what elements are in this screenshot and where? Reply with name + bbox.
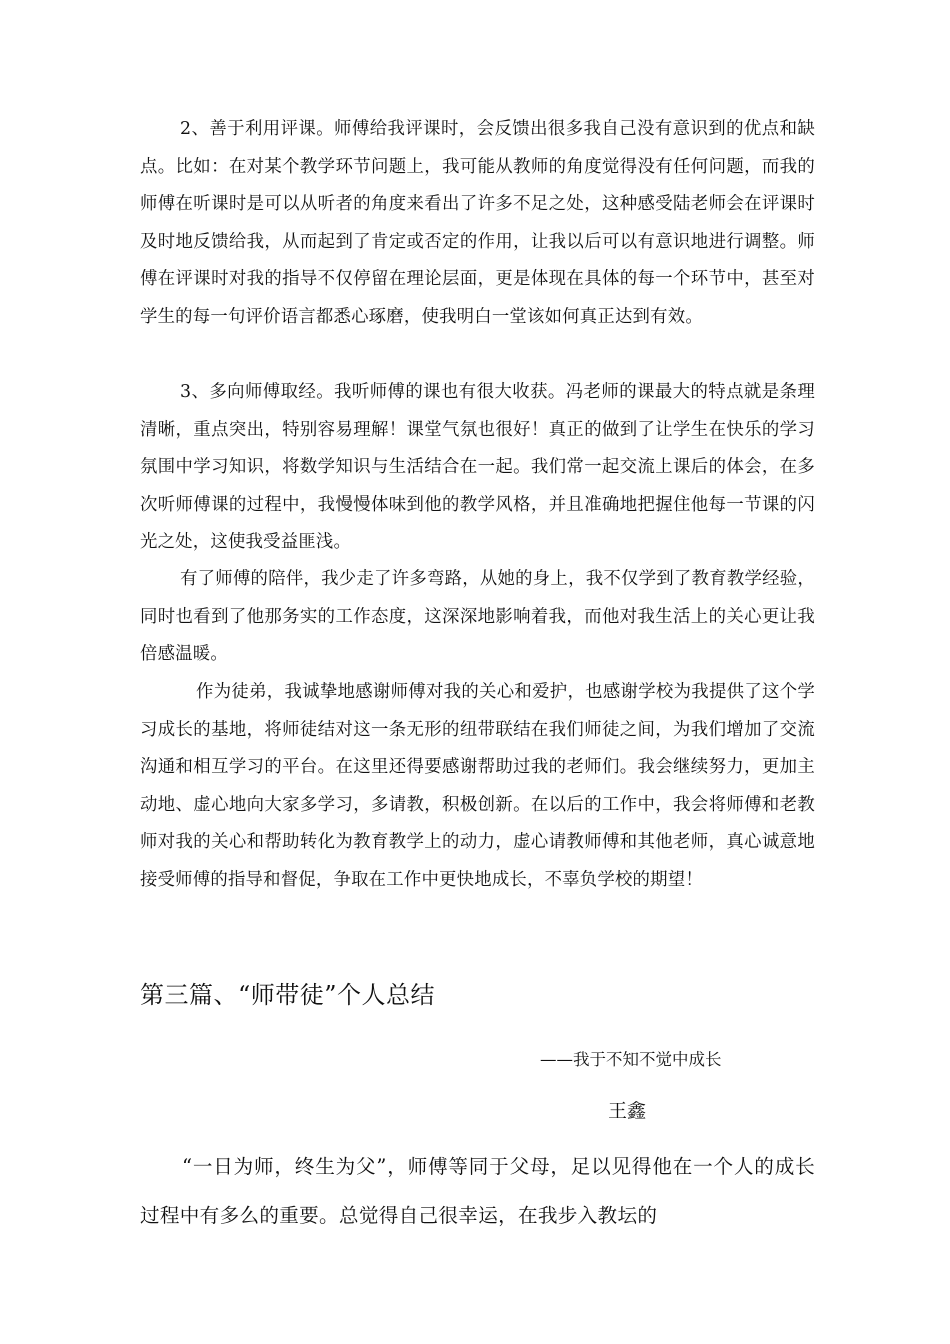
paragraph-evaluate-lessons: 2、善于利用评课。师傅给我评课时，会反馈出很多我自己没有意识到的优点和缺点。比如：在对某个教学环节问题上，我可能从教师的角度觉得没有任何问题，而我的师傅在听课时是可以从听者的角度来看出了许多不足之处，这种感受陆老师会在评课时及时地反馈给我，从而起到了肯定或否定的作用，让我以后可以有意识地进行调整。师傅在评课时对我的指导不仅停留在理论层面，更是体现在具体的每一个环节中，甚至对学生的每一句评价语言都悉心琢磨，使我明白一堂该如何真正达到有效。 bbox=[140, 119, 815, 327]
paragraph-learn-from-master: 3、多向师傅取经。我听师傅的课也有很大收获。冯老师的课最大的特点就是条理清晰，重点突出，特别容易理解！课堂气氛也很好！真正的做到了让学生在快乐的学习氛围中学习知识，将数学知识与生活结合在一起。我们常一起交流上课后的体会，在多次听师傅课的过程中，我慢慢体味到他的教学风格，并且准确地把握住他每一节课的闪光之处，这使我受益匪浅。 bbox=[140, 382, 815, 552]
paragraph-master-companionship: 有了师傅的陪伴，我少走了许多弯路，从她的身上，我不仅学到了教育教学经验，同时也看到了他那务实的工作态度，这深深地影响着我，而他对我生活上的关心更让我倍感温暖。 bbox=[140, 569, 815, 664]
section-heading: 第三篇、“师带徒”个人总结 bbox=[140, 981, 436, 1009]
paragraph-gratitude: 作为徒弟，我诚挚地感谢师傅对我的关心和爱护，也感谢学校为我提供了这个学习成长的基地，将师徒结对这一条无形的纽带联结在我们师徒之间，为我们增加了交流沟通和相互学习的平台。在这里还得要感谢帮助过我的老师们。我会继续努力，更加主动地、虚心地向大家多学习，多请教，积极创新。在以后的工作中，我会将师傅和老教师对我的关心和帮助转化为教育教学上的动力，虚心请教师傅和其他老师，真心诚意地接受师傅的指导和督促，争取在工作中更快地成长，不辜负学校的期望！ bbox=[140, 682, 815, 890]
author-name: 王鑫 bbox=[608, 1100, 647, 1122]
section-intro-paragraph: “一日为师，终生为父”，师傅等同于父母，足以见得他在一个人的成长过程中有多么的重要。总觉得自己很幸运，在我步入教坛的 bbox=[140, 1155, 815, 1227]
section-subtitle: ——我于不知不觉中成长 bbox=[540, 1050, 722, 1069]
